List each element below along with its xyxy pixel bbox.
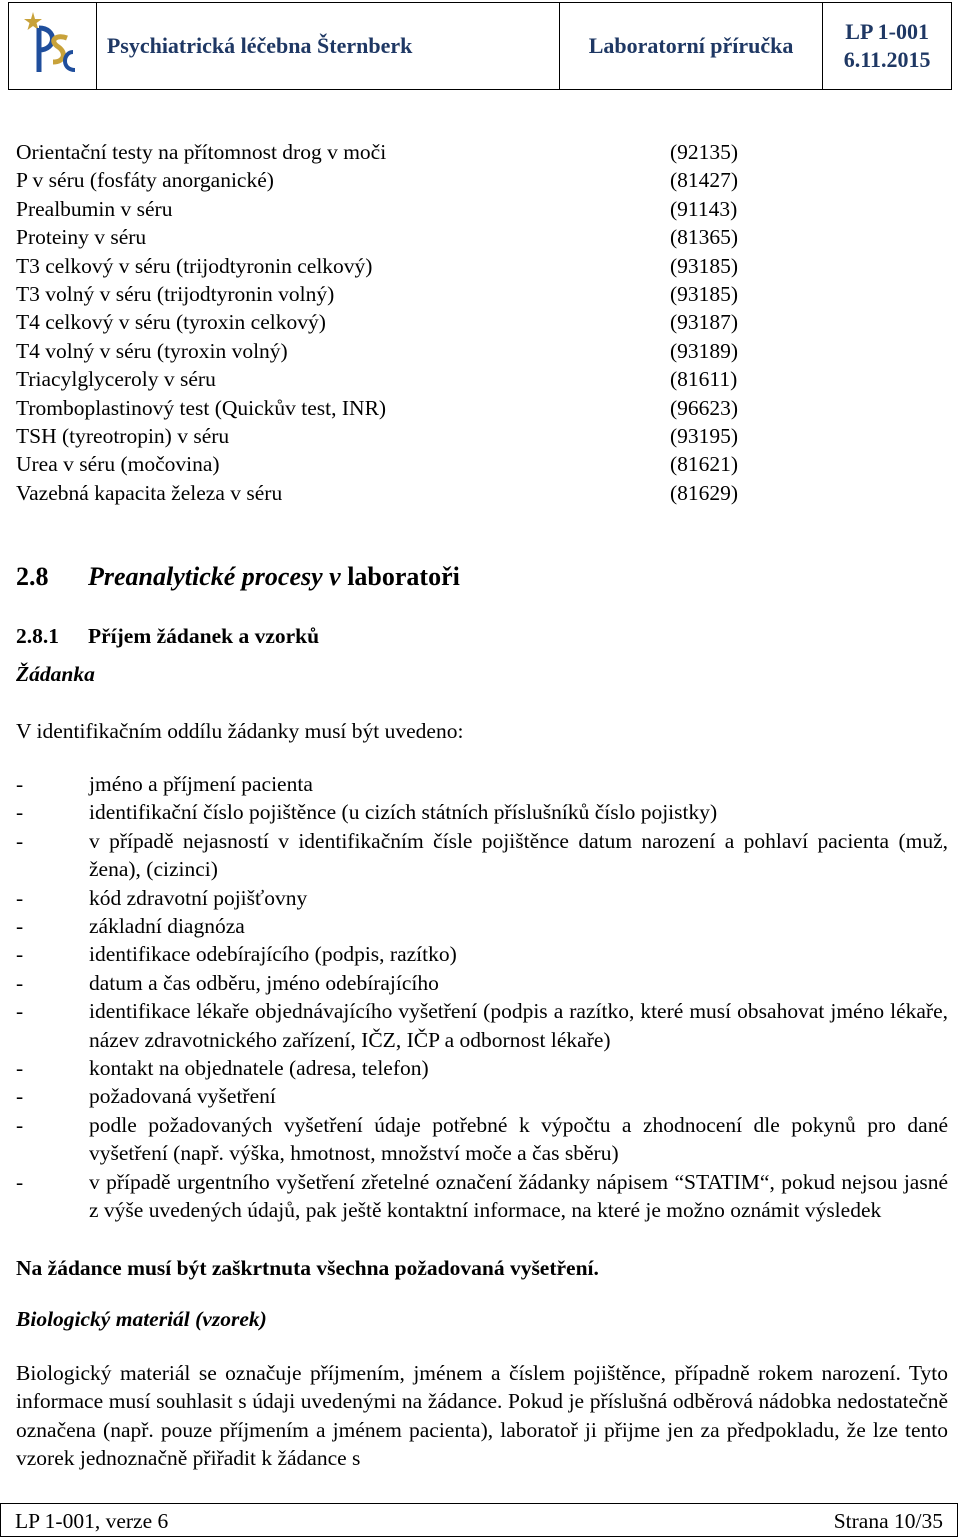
manual-title: Laboratorní příručka [588,33,794,58]
doc-code-cell [823,3,951,89]
test-code: (93195) [670,423,739,448]
bullet-dash: - [16,800,24,825]
test-row [16,365,948,393]
test-code: (92135) [670,140,739,164]
manual-cell [560,3,823,89]
bullet-dash: - [16,1056,24,1081]
list-item-text: základní diagnóza [89,914,245,939]
institution-name: Psychiatrická léčebna Šternberk [106,33,413,58]
list-item-text: identifikační číslo pojištěnce (u cizích státních příslušníků číslo pojistky) [89,800,718,825]
footer-version: LP 1-001, verze 6 [15,1509,169,1533]
test-name: TSH (tyreotropin) v séru [16,423,230,448]
test-code: (93185) [670,253,739,278]
test-row [16,450,948,478]
bullet-dash: - [16,1084,24,1109]
list-item [16,798,948,826]
zadanka-heading: Žádanka [16,662,95,686]
logo-cell [9,3,97,89]
institution-logo [17,8,87,84]
list-item-text: kontakt na objednatele (adresa, telefon) [89,1056,429,1081]
bullet-dash: - [16,1112,24,1137]
test-row [16,280,948,308]
test-row [16,422,948,450]
list-item-text: v případě urgentního vyšetření zřetelné označení žádanky nápisem “STATIM“, pokud nejsou jasné z výše uvedených údajů, pak ještě kontaktní informace, na které je možno oznámit výsledek [89,1169,948,1223]
footer-page-number: Strana 10/35 [833,1509,943,1533]
bullet-dash: - [16,1169,24,1194]
doc-date: 6.11.2015 [843,47,931,72]
list-item-text: kód zdravotní pojišťovny [89,885,308,910]
bullet-dash: - [16,970,24,995]
list-item-text: datum a čas odběru, jméno odebírajícího [89,970,439,995]
institution-cell [97,3,560,89]
section-number: 2.8 [16,562,49,591]
bullet-dash: - [16,828,24,853]
page-footer [0,1503,958,1537]
test-code: (81629) [670,480,739,505]
test-row [16,166,948,194]
list-item [16,827,948,884]
test-name: T4 volný v séru (tyroxin volný) [16,338,288,363]
test-row [16,252,948,280]
test-name: Vazebná kapacita železa v séru [16,480,283,505]
page-header [8,2,952,90]
subsection-title: Příjem žádanek a vzorků [88,624,320,648]
list-item-text: v případě nejasností v identifikačním čísle pojištěnce datum narození a pohlaví pacienta (muž, žena), (cizinci) [89,828,948,882]
test-name: T3 celkový v séru (trijodtyronin celkový) [16,253,373,278]
section-title-rest: laboratoři [340,562,460,591]
test-name: Orientační testy na přítomnost drog v moči [16,140,387,164]
list-item-text: požadovaná vyšetření [89,1084,276,1109]
test-code: (93185) [670,281,739,306]
material-heading: Biologický materiál (vzorek) [16,1307,267,1331]
test-name: T3 volný v séru (trijodtyronin volný) [16,281,335,306]
list-item-text: jméno a příjmení pacienta [89,772,313,796]
subsection-heading [16,624,319,649]
test-row [16,308,948,336]
list-item-text: identifikace odebírajícího (podpis, razítko) [89,942,457,967]
test-name: T4 celkový v séru (tyroxin celkový) [16,310,326,335]
test-code: (96623) [670,395,739,420]
bullet-dash: - [16,914,24,939]
bullet-dash: - [16,772,24,796]
subsection-number: 2.8.1 [16,624,59,648]
list-item [16,1082,948,1110]
list-item [16,770,948,798]
list-item [16,1111,948,1168]
test-row [16,195,948,223]
list-item [16,940,948,968]
test-code: (91143) [670,196,738,221]
bullet-dash: - [16,942,24,967]
test-name: Prealbumin v séru [16,196,173,221]
test-code: (93187) [670,310,739,335]
test-code: (81427) [670,168,739,193]
section-title-italic: Preanalytické procesy v [88,562,341,591]
list-item [16,1168,948,1225]
test-list [16,138,948,507]
test-row [16,337,948,365]
zadanka-bold-note: Na žádance musí být zaškrtnuta všechna požadovaná vyšetření. [16,1256,599,1280]
bullet-dash: - [16,999,24,1024]
list-item [16,884,948,912]
test-name: Triacylglyceroly v séru [16,367,216,392]
zadanka-intro: V identifikačním oddílu žádanky musí být uvedeno: [16,719,464,743]
test-name: Urea v séru (močovina) [16,452,220,477]
list-item [16,997,948,1054]
test-name: Proteiny v séru [16,225,147,250]
section-heading [16,562,460,592]
list-item [16,969,948,997]
test-code: (93189) [670,338,739,363]
list-item-text: identifikace lékaře objednávajícího vyšetření (podpis a razítko, které musí obsahovat jméno lékaře, název zdravotnického zařízení, IČZ, IČP a odbornost lékaře) [89,999,948,1052]
test-name: Tromboplastinový test (Quickův test, INR) [16,395,387,420]
list-item [16,1054,948,1082]
test-row [16,394,948,422]
list-item-text: podle požadovaných vyšetření údaje potřebné k výpočtu a zhodnocení dle pokynů pro dané vyšetření (např. výška, hmotnost, množství moče a čas sběru) [89,1112,948,1166]
list-item [16,912,948,940]
doc-code: LP 1-001 [845,19,929,44]
zadanka-requirements-list [16,770,948,1225]
test-code: (81365) [670,225,739,250]
test-code: (81621) [670,452,739,477]
test-code: (81611) [670,367,738,392]
material-paragraph: Biologický materiál se označuje příjmením, jménem a číslem pojištěnce, případně rokem narození. Tyto informace musí souhlasit s údaji uvedenými na žádance. Pokud je příslušná odběrová nádobka nedostatečně označena (např. pouze příjmením a jménem pacienta), laboratoř ji přijme jen za předpokladu, že lze tento vzorek jednoznačně přiřadit k žádance s [16,1361,948,1471]
bullet-dash: - [16,885,24,910]
test-row [16,479,948,507]
test-name: P v séru (fosfáty anorganické) [16,168,274,193]
test-row [16,223,948,251]
test-row [16,138,948,166]
